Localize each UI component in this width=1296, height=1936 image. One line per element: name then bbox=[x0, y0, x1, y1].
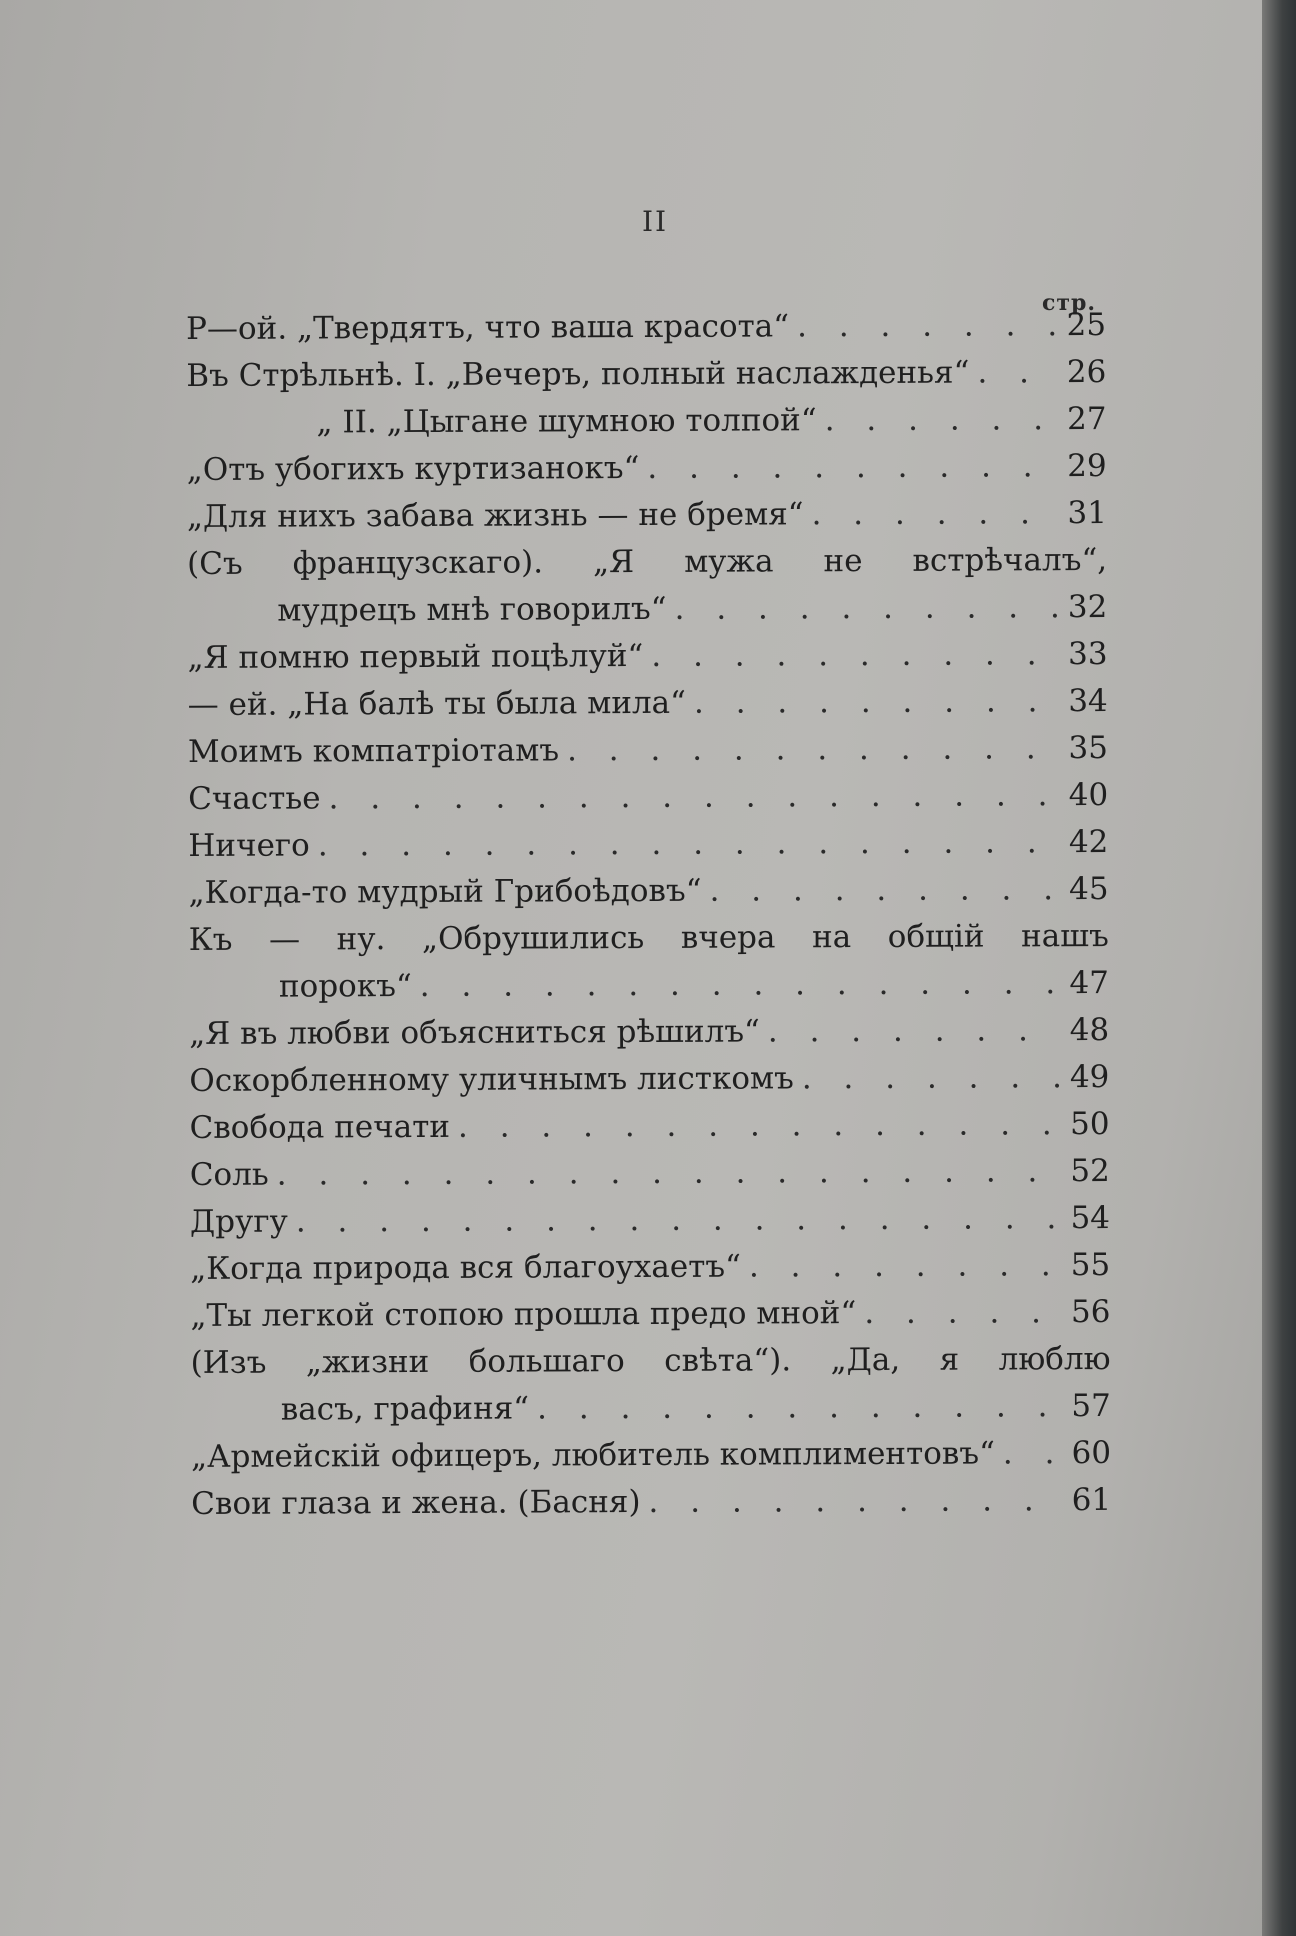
dot-leader bbox=[856, 1289, 1062, 1337]
toc-entry-page: 32 bbox=[1067, 588, 1108, 626]
toc-entry-page: 42 bbox=[1068, 823, 1109, 861]
toc-entry-page: 29 bbox=[1067, 447, 1107, 485]
toc-entry-page: 31 bbox=[1067, 494, 1107, 532]
dot-leader bbox=[640, 1477, 1063, 1526]
dot-leader bbox=[817, 396, 1059, 444]
toc-entry bbox=[188, 819, 1108, 870]
toc-entry-title: „Когда природа вся благоухаетъ“ bbox=[190, 1248, 742, 1287]
toc-entry-title: Другу bbox=[189, 1203, 288, 1240]
toc-entry-page: 61 bbox=[1071, 1481, 1112, 1519]
dot-leader bbox=[701, 866, 1060, 915]
dot-leader bbox=[686, 678, 1060, 727]
toc-entry-title: „Ты легкой стопою прошла предо мной“ bbox=[190, 1295, 857, 1334]
toc-entry-title-line1: (Изъ „жизни большаго свѣта“). „Да, я люблю bbox=[190, 1340, 1111, 1381]
dot-leader bbox=[529, 1383, 1063, 1432]
toc-entry bbox=[190, 1242, 1110, 1293]
toc-entry bbox=[190, 1289, 1110, 1340]
dot-leader bbox=[559, 725, 1060, 774]
toc-entry-page: 25 bbox=[1066, 306, 1107, 344]
toc-entry-page: 52 bbox=[1070, 1152, 1110, 1190]
toc-entry bbox=[189, 913, 1109, 1011]
toc-entry bbox=[188, 678, 1108, 729]
page-number: II bbox=[642, 205, 669, 238]
dot-leader bbox=[450, 1101, 1062, 1151]
dot-leader bbox=[310, 819, 1061, 869]
dot-leader bbox=[803, 490, 1059, 538]
toc-entry-title: „Я помню первый поцѣлуй“ bbox=[187, 638, 644, 676]
toc-entry-title-line2: васъ, графиня“ bbox=[280, 1390, 530, 1428]
toc-entry bbox=[187, 631, 1107, 682]
toc-entry-page: 27 bbox=[1066, 400, 1107, 438]
dot-leader bbox=[969, 349, 1058, 396]
toc-entry-title: Моимъ компатріотамъ bbox=[187, 732, 560, 770]
dot-leader bbox=[643, 631, 1059, 680]
dot-leader bbox=[995, 1430, 1063, 1477]
toc-entry-title: „Армейскій офицеръ, любитель комплиментовъ“ bbox=[190, 1435, 995, 1475]
toc-entry bbox=[191, 1430, 1111, 1481]
toc-entry-page: 48 bbox=[1069, 1011, 1110, 1049]
dot-leader bbox=[412, 960, 1061, 1010]
toc-entry-title: Свобода печати bbox=[189, 1108, 451, 1146]
toc-entry-page: 56 bbox=[1070, 1293, 1111, 1331]
toc-entry bbox=[190, 1148, 1110, 1199]
toc-entry-title-line1: (Съ французскаго). „Я мужа не встрѣчалъ“, bbox=[187, 541, 1108, 582]
toc-entry bbox=[189, 1054, 1109, 1105]
table-of-contents bbox=[186, 302, 1111, 1528]
toc-entry-title: Въ Стрѣльнѣ. I. „Вечеръ, полный наслажденья“ bbox=[186, 354, 970, 394]
dot-leader bbox=[320, 772, 1060, 822]
dot-leader bbox=[794, 1054, 1062, 1102]
toc-entry-title-line2: порокъ“ bbox=[278, 968, 412, 1005]
dot-leader bbox=[666, 584, 1059, 633]
toc-entry-title-line1: Къ — ну. „Обрушились вчера на общій нашъ bbox=[188, 917, 1109, 958]
toc-entry-title: Соль bbox=[189, 1156, 269, 1193]
toc-entry bbox=[186, 349, 1106, 400]
toc-entry bbox=[188, 772, 1108, 823]
toc-entry-page: 45 bbox=[1069, 870, 1109, 908]
dot-leader bbox=[789, 302, 1058, 350]
toc-entry-page: 50 bbox=[1070, 1105, 1110, 1143]
toc-entry bbox=[189, 1007, 1109, 1058]
toc-entry-title: Оскорбленному уличнымъ листкомъ bbox=[189, 1060, 794, 1099]
dot-leader bbox=[269, 1148, 1062, 1198]
toc-entry bbox=[191, 1477, 1111, 1528]
toc-entry bbox=[187, 490, 1107, 541]
toc-entry-page: 55 bbox=[1070, 1246, 1111, 1284]
toc-entry-title: „Отъ убогихъ куртизанокъ“ bbox=[186, 450, 640, 488]
toc-entry-title: Р—ой. „Твердятъ, что ваша красота“ bbox=[186, 308, 790, 347]
toc-entry bbox=[190, 1195, 1110, 1246]
toc-entry-title: — ей. „На балѣ ты была мила“ bbox=[187, 684, 687, 723]
toc-entry-title: Счастье bbox=[188, 780, 321, 817]
toc-entry bbox=[186, 396, 1106, 447]
toc-entry bbox=[188, 866, 1108, 917]
toc-entry-page: 26 bbox=[1066, 353, 1107, 391]
dot-leader bbox=[760, 1007, 1062, 1055]
toc-entry-title: „ II. „Цыгане шумною толпой“ bbox=[316, 402, 817, 441]
toc-entry-page: 33 bbox=[1067, 635, 1108, 673]
toc-entry-title: Свои глаза и жена. (Басня) bbox=[191, 1484, 641, 1522]
toc-entry-page: 40 bbox=[1068, 776, 1109, 814]
toc-entry-page: 54 bbox=[1070, 1199, 1111, 1237]
toc-entry-page: 47 bbox=[1069, 964, 1110, 1002]
toc-entry bbox=[191, 1336, 1111, 1434]
toc-entry-title-line2: мудрецъ мнѣ говорилъ“ bbox=[277, 590, 667, 629]
page-column-header: стр. bbox=[1042, 290, 1097, 316]
dot-leader bbox=[288, 1195, 1062, 1245]
toc-entry-title: „Я въ любви объясниться рѣшилъ“ bbox=[189, 1013, 760, 1052]
toc-entry bbox=[187, 537, 1107, 635]
toc-entry bbox=[189, 1101, 1109, 1152]
toc-entry bbox=[187, 443, 1107, 494]
toc-entry-page: 60 bbox=[1071, 1434, 1112, 1472]
toc-entry-page: 49 bbox=[1069, 1058, 1110, 1096]
toc-entry bbox=[188, 725, 1108, 776]
toc-entry bbox=[186, 302, 1106, 353]
dot-leader bbox=[741, 1242, 1062, 1290]
toc-entry-page: 34 bbox=[1068, 682, 1108, 720]
toc-entry-title: Ничего bbox=[188, 827, 310, 864]
toc-entry-title: „Для нихъ забава жизнь — не бремя“ bbox=[186, 496, 804, 535]
toc-entry-title: „Когда-то мудрый Грибоѣдовъ“ bbox=[188, 872, 702, 911]
toc-entry-page: 57 bbox=[1071, 1387, 1111, 1425]
toc-entry-page: 35 bbox=[1068, 729, 1109, 767]
book-spine-edge bbox=[1262, 0, 1296, 1936]
dot-leader bbox=[639, 443, 1059, 492]
